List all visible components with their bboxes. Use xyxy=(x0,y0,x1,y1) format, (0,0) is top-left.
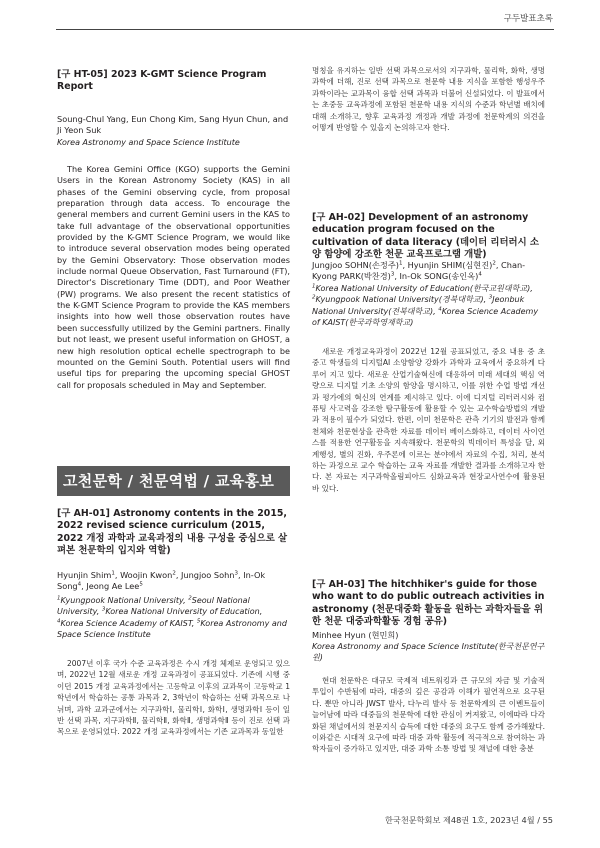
ah02-affiliation: $^1$Korea National University of Education(한국교원대학교), $^2$Kyungpook National University(경북대학교), $^3$Jeonbuk National University(전북대학교), $^4$Korea Science Academy of KAIST(한국과학영재학교) xyxy=(312,283,539,327)
section-banner: 고천문학 / 천문역법 / 교육홍보 xyxy=(57,466,290,496)
ah01-affiliation: $^1$Kyungpook National University, $^2$Seoul National University, $^3$Korea National University of Education, $^4$Korea Science Academy of KAIST, $^5$Korea Astronomy and Space Science Institute xyxy=(57,595,287,639)
page-header-label: 구두발표초록 xyxy=(503,14,553,24)
right-column xyxy=(312,0,545,848)
ah01-body-continued: 명칭을 유지하는 일반 선택 과목으로서의 지구과학, 물리학, 화학, 생명과학에 더해, 진로 선택 과목으로 천문학 내용 지식을 포함한 행성우주과학이라는 교과목이 융합 선택 과목과 더불어 신설되었다. 이 발표에서는 초중등 교육과정에 포함된 천문학 내용 지식의 수준과 학년별 배치에 대해 소개하고, 향후 교육과정 개정과 개발 과정에 천문학계의 의견을 어떻게 반영할 수 있을지 논의하고자 한다. xyxy=(312,66,545,133)
ht05-affiliation: Korea Astronomy and Space Science Institute xyxy=(57,138,240,147)
ah01-authors: Hyunjin Shim$^1$, Woojin Kwon$^2$, Jungjoo Sohn$^3$, In-Ok Song$^4$, Jeong Ae Lee$^5$ xyxy=(57,570,266,592)
ah01-body: 2007년 이후 국가 수준 교육과정은 수시 개정 체제로 운영되고 있으며, 2022년 12월 새로운 개정 교육과정이 공표되었다. 기존에 시행 중이던 2015 개정 교육과정에서는 고등학교 이후의 교과목이 고등학교 1학년에서 학습하는 공통 과목과 2, 3학년이 학습하는 선택 과목으로 나뉘며, 과학 교과군에서는 지구과학Ⅰ, 물리학Ⅰ, 화학Ⅰ, 생명과학Ⅰ 등이 일반 선택 과목, 지구과학Ⅱ, 물리학Ⅱ, 화학Ⅱ, 생명과학Ⅱ 등이 진로 선택 과목으로 운영되었다. 2022 개정 교육과정에서는 기존 교과목과 동일한 xyxy=(57,659,290,737)
ht05-title: [구 HT-05] 2023 K-GMT Science Program Report xyxy=(57,69,267,93)
ah03-title: [구 AH-03] The hitchhiker's guide for those who want to do public outreach activities in astronomy (천문대중화 활동을 원하는 과학자들을 위한 천문 대중과학활동 경험 공유) xyxy=(312,579,545,627)
ah02-title: [구 AH-02] Development of an astronomy education program focused on the cultivation of data literacy (데이터 리터러시 소양 함양에 강조한 천문 교육프로그램 개발) xyxy=(312,212,539,260)
ah01-title: [구 AH-01] Astronomy contents in the 2015, 2022 revised science curriculum (2015, 2022 개정 과학과 교육과정의 내용 구성을 중심으로 살펴본 천문학의 입지와 역할) xyxy=(57,508,288,556)
ah03-affiliation: Korea Astronomy and Space Science Institute(한국천문연구원) xyxy=(312,642,545,663)
ah03-body: 현대 천문학은 대규모 국제적 네트워킹과 큰 규모의 자금 및 기술적 투입이 수반됨에 따라, 대중의 깊은 공감과 이해가 필연적으로 요구된다. 뿐만 아니라 JWST 발사, 다누리 발사 등 천문학계의 큰 이벤트들이 늘어남에 따라 대중들의 천문학에 대한 관심이 커져왔고, 이에따라 다각화된 채널에서의 천문지식 습득에 대한 대중의 요구도 함께 증가해왔다. 이와같은 시대적 요구에 따라 대중 과학 활동에 적극적으로 참여하는 과학자들이 증가하고 있지만, 대중 과학 소통 방법 및 채널에 대한 충분 xyxy=(312,676,545,754)
left-column xyxy=(57,0,290,848)
page-footer: 한국천문학회보 제48권 1호, 2023년 4월 / 55 xyxy=(385,815,553,825)
ht05-authors: Soung-Chul Yang, Eun Chong Kim, Sang Hyun Chun, and Ji Yeon Suk xyxy=(57,114,289,136)
ht05-body: The Korea Gemini Office (KGO) supports the Gemini Users in the Korean Astronomy Society (KAS) in all phases of the Gemini observing cycle, from proposal preparation through data access. To encourage the general members and current Gemini users in the KAS to take full advantage of the observational opportunities provided by the K-GMT Science Program, we would like to introduce several observation modes being operated by the Gemini Observatory: Those observation modes include normal Queue Observation, Fast Turnaround (FT), Director's Discretionary Time (DDT), and Poor Weather (PW) programs. We also present the recent statistics of the K-GMT Science Program to provide the KAS members insights into how well those observation routes have been successfully utilized by the Gemini partners. Finally but not least, we present useful information on GHOST, a new high resolution optical echelle spectrograph to be mounted on the Gemini South. Potential users will find useful tips for preparing the upcoming special GHOST call for proposals scheduled in May and September. xyxy=(57,164,290,390)
ah02-body: 새로운 개정교육과정이 2022년 12월 공표되었고, 중요 내용 중 초중고 학생들의 디지털AI 소양함양 강화가 과학과 교육에서 중요하게 다루어 지고 있다. 새로운 산업기술혁신에 대응하여 미래 세대의 핵심 역량으로 디지털 기초 소양의 함양을 명시하고, 이를 위한 수업 방법 개선과 평가에의 혁신의 연계를 제시하고 있다. 이에 디지털 리터러시와 컴퓨팅 사고력을 강조한 탐구활동에 활용할 수 있는 교수학습방법의 개발과 적용이 필수가 되었다. 한편, 이미 천문학은 관측 기기의 발전과 함께 천체와 천문현상을 관측한 자료를 데이터 베이스화하고, 데이터 사이언스를 적용한 연구활동을 지속해왔다. 천문학의 빅데이터 특성을 달, 외계행성, 별의 진화, 우주론에 이르는 분야에서 자료의 수집, 처리, 분석하는 과정으로 교수 학습하는 교육 자료를 개발한 결과를 소개하고자 한다. 본 자료는 지구과학올림피아드 심화교육과 현장교사연수에 활용된 바 있다. xyxy=(312,347,545,493)
ah03-authors: Minhee Hyun (현민희) xyxy=(312,630,399,640)
ah02-authors: Jungjoo SOHN(손정주)$^1$, Hyunjin SHIM(심현진)$^2$, Chan-Kyong PARK(박찬경)$^3$, In-Ok SONG(송인옥)$^4$ xyxy=(312,260,526,282)
